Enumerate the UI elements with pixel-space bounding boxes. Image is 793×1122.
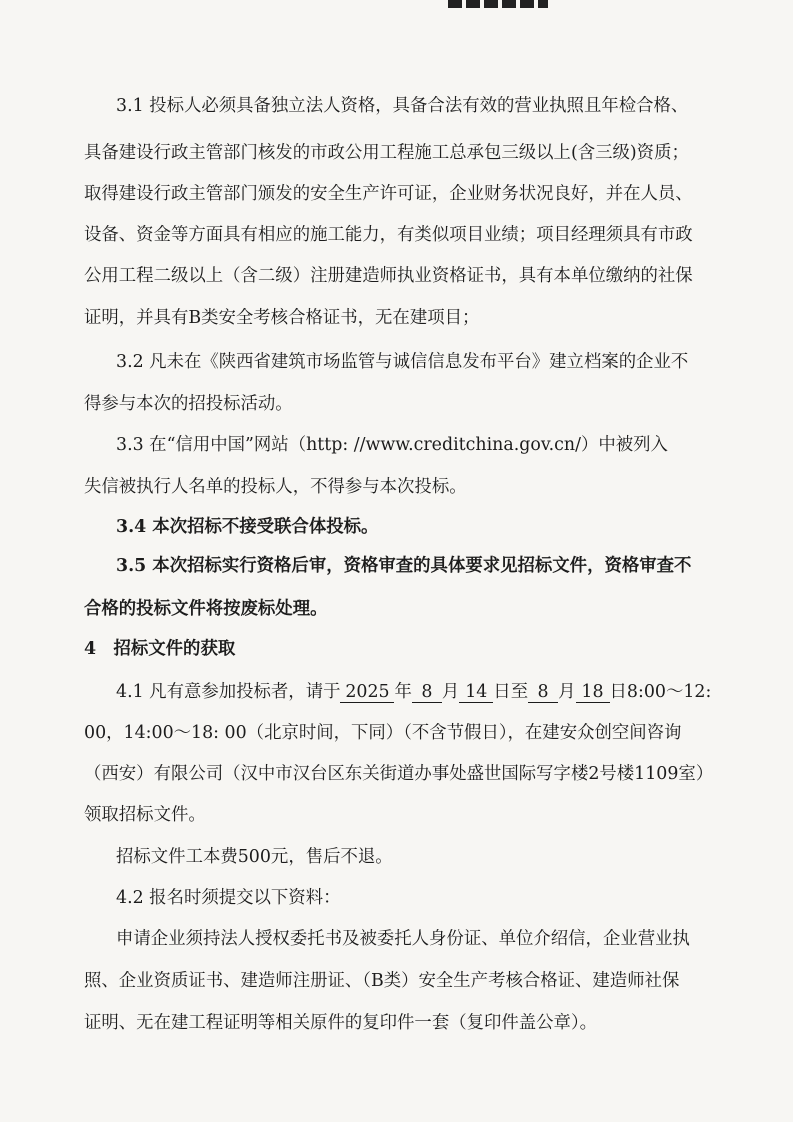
section-4-heading: 4 招标文件的获取 bbox=[84, 639, 236, 659]
fee-line: 招标文件工本费500元，售后不退。 bbox=[116, 847, 393, 867]
start-month-value: 8 bbox=[412, 682, 442, 703]
s31-line6: 证明，并具有B类安全考核合格证书，无在建项目； bbox=[84, 308, 480, 328]
month-unit-2: 月 bbox=[558, 682, 576, 702]
s42-line4: 证明、无在建工程证明等相关原件的复印件一套（复印件盖公章）。 bbox=[84, 1013, 598, 1033]
scan-edge-mark bbox=[448, 0, 548, 8]
s41-time-start: 日8:00～12: bbox=[609, 682, 712, 702]
s32-line2: 得参与本次的招投标活动。 bbox=[84, 394, 293, 414]
s41-line1 bbox=[116, 680, 724, 704]
s31-line5: 公用工程二级以上（含二级）注册建造师执业资格证书，具有本单位缴纳的社保 bbox=[84, 266, 693, 286]
day-to-text: 日至 bbox=[493, 682, 529, 702]
start-day-value: 14 bbox=[459, 682, 493, 703]
s41-line2: 00，14:00～18: 00（北京时间，下同）（不含节假日），在建安众创空间咨询 bbox=[84, 723, 682, 743]
s41-line4: 领取招标文件。 bbox=[84, 805, 206, 825]
s42-line3: 照、企业资质证书、建造师注册证、（B类）安全生产考核合格证、建造师社保 bbox=[84, 971, 680, 991]
end-month-value: 8 bbox=[528, 682, 558, 703]
end-day-value: 18 bbox=[576, 682, 610, 703]
s34-line1: 3.4 本次招标不接受联合体投标。 bbox=[116, 517, 379, 537]
s31-line3: 取得建设行政主管部门颁发的安全生产许可证，企业财务状况良好，并在人员、 bbox=[84, 184, 693, 204]
month-unit: 月 bbox=[441, 682, 460, 702]
s31-line4: 设备、资金等方面具有相应的施工能力，有类似项目业绩；项目经理须具有市政 bbox=[84, 225, 693, 245]
s32-line1: 3.2 凡未在《陕西省建筑市场监管与诚信信息发布平台》建立档案的企业不 bbox=[116, 352, 689, 372]
s41-line3: （西安）有限公司（汉中市汉台区东关街道办事处盛世国际写字楼2号楼1109室） bbox=[84, 764, 714, 784]
s42-line2: 申请企业须持法人授权委托书及被委托人身份证、单位介绍信，企业营业执 bbox=[116, 929, 690, 949]
s33-line2: 失信被执行人名单的投标人，不得参与本次投标。 bbox=[84, 477, 467, 497]
year-unit: 年 bbox=[394, 682, 412, 702]
s33-line1: 3.3 在“信用中国”网站（http: //www.creditchina.gov.cn/）中被列入 bbox=[116, 435, 668, 455]
s31-line2: 具备建设行政主管部门核发的市政公用工程施工总承包三级以上(含三级)资质； bbox=[84, 143, 689, 163]
year-value: 2025 bbox=[340, 682, 394, 703]
s35-line1: 3.5 本次招标实行资格后审，资格审查的具体要求见招标文件，资格审查不 bbox=[116, 556, 692, 576]
s31-line1: 3.1 投标人必须具备独立法人资格，具备合法有效的营业执照且年检合格、 bbox=[116, 96, 689, 116]
s35-line2: 合格的投标文件将按废标处理。 bbox=[84, 599, 328, 619]
s42-line1: 4.2 报名时须提交以下资料： bbox=[116, 888, 341, 908]
s41-prefix: 4.1 凡有意参加投标者，请于 bbox=[116, 682, 341, 702]
